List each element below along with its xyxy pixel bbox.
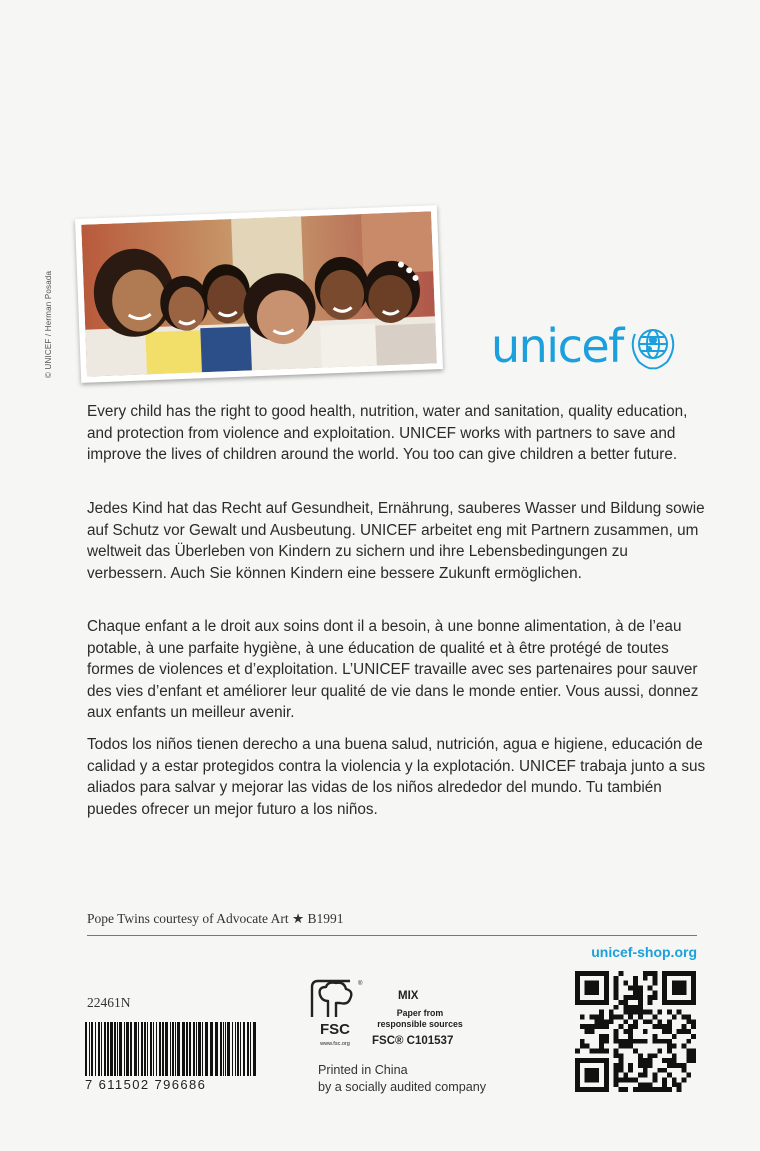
paragraph-french: Chaque enfant a le droit aux soins dont il a besoin, à une bonne alimentation, à de l’eau potable, à une parfaite hygiène, à une éducation de qualité et à être protégé de toutes formes de violences et d’exploitation. L’UNICEF travaille avec ses partenaires pour sauver des vies d’enfant et améliorer leur qualité de vie dans le monde entier. Vous aussi, donnez aux enfants un meilleur avenir. <box>87 618 699 721</box>
printed-info <box>318 1062 486 1095</box>
svg-text:®: ® <box>358 981 363 987</box>
shop-url-link[interactable]: unicef-shop.org <box>591 944 697 960</box>
footer-divider <box>87 935 697 936</box>
children-photo-image <box>81 211 437 376</box>
fsc-paper-line1: Paper from <box>396 1008 444 1018</box>
unicef-emblem-icon <box>627 320 679 372</box>
fsc-logo-url: www.fsc.org <box>320 1041 350 1047</box>
fsc-logo-label: FSC <box>320 1021 350 1038</box>
fsc-tree-logo-icon <box>306 977 364 1049</box>
article-number: 22461N <box>87 995 131 1010</box>
paragraph-english: Every child has the right to good health, nutrition, water and sanitation, quality education, and protection from violence and exploitation. UNICEF works with partners to save and improve the lives of children around the world. You too can give children a better future. <box>87 403 688 463</box>
fsc-paper-text <box>368 1008 472 1030</box>
printed-line1: Printed in China <box>318 1063 408 1077</box>
unicef-logo <box>491 316 679 376</box>
fsc-license-code: FSC® C101537 <box>372 1035 454 1047</box>
barcode-digits: 7 611502 796686 <box>85 1077 207 1092</box>
fsc-paper-line2: responsible sources <box>377 1019 463 1029</box>
paragraph-spanish: Todos los niños tienen derecho a una buena salud, nutrición, agua e higiene, educación de calidad y a estar protegidos contra la violencia y la explotación. UNICEF trabaja junto a sus aliados para salvar y mejorar las vidas de los niños alrededor del mundo. Tu también puedes ofrecer un mejor futuro a los niños. <box>87 736 706 818</box>
qr-code-icon[interactable] <box>575 971 696 1092</box>
paragraph-german: Jedes Kind hat das Recht auf Gesundheit, Ernährung, sauberes Wasser und Bildung sowie auf Schutz vor Gewalt und Ausbeutung. UNICEF arbeitet eng mit Partnern zusammen, um weltweit das Überleben von Kindern zu sichern und ihre Lebensbedingungen zu verbessern. Auch Sie können Kindern eine bessere Zukunft ermöglichen. <box>87 500 705 582</box>
unicef-logo-text: unicef <box>491 319 623 373</box>
photo-credit: © UNICEF / Herman Posada <box>44 270 53 378</box>
barcode-icon <box>85 1022 257 1076</box>
art-credit-line: Pope Twins courtesy of Advocate Art ★ B1991 <box>87 911 344 926</box>
printed-line2: by a socially audited company <box>318 1079 487 1094</box>
fsc-mix-label: MIX <box>398 990 419 1002</box>
children-photo <box>75 205 443 383</box>
